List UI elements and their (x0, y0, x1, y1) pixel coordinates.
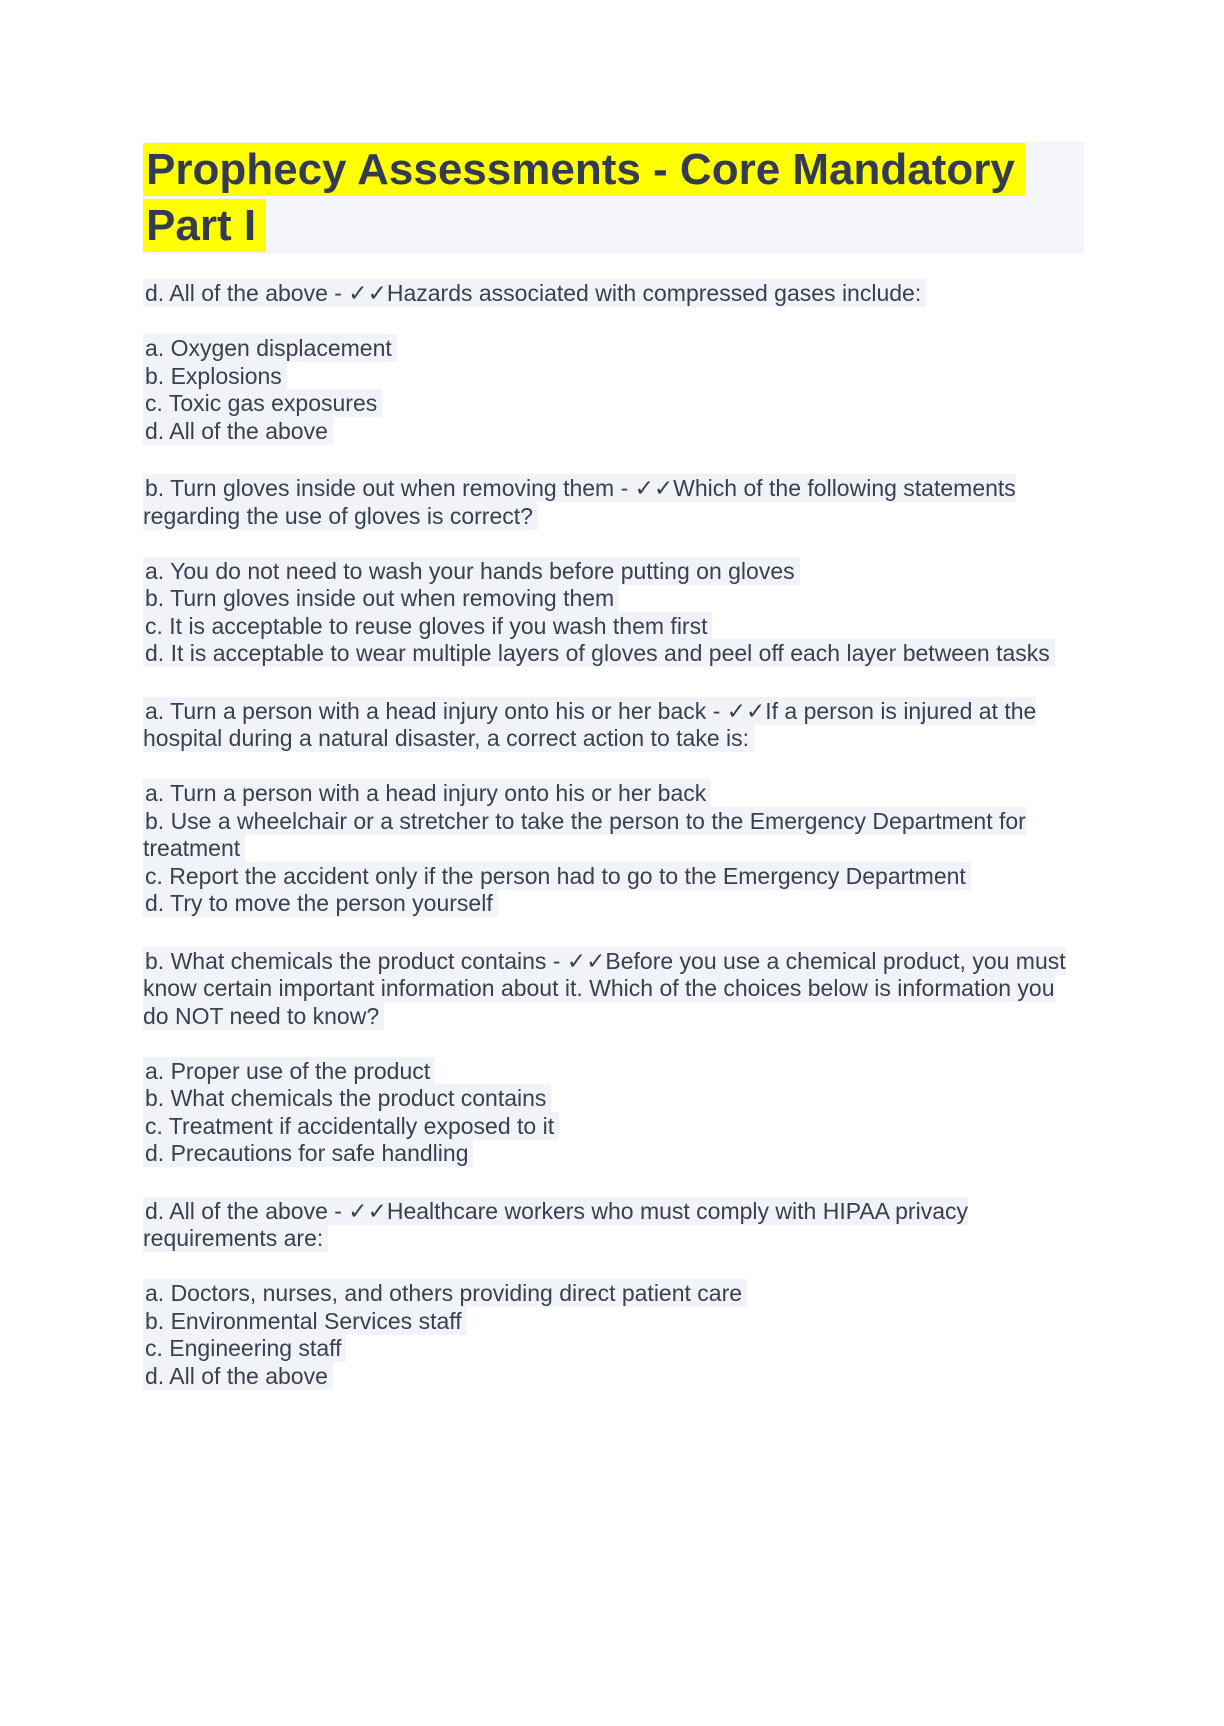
answer-option (143, 1308, 1081, 1336)
answer-option-text: a. You do not need to wash your hands before putting on gloves (143, 557, 800, 585)
answer-options (143, 1058, 1081, 1168)
answer-option (143, 780, 1081, 808)
answer-options (143, 780, 1081, 918)
question-answer-line (143, 280, 1081, 308)
qa-block (143, 948, 1081, 1168)
qa-block (143, 280, 1081, 445)
answer-option (143, 585, 1081, 613)
answer-option (143, 613, 1081, 641)
question-answer-line (143, 1198, 1081, 1253)
page-title-text: Prophecy Assessments - Core Mandatory Part I (143, 143, 1025, 252)
answer-option-text: c. Engineering staff (143, 1334, 346, 1362)
bottom-whitespace (0, 1390, 1224, 1540)
page-title (143, 142, 1084, 254)
question-answer-text: d. All of the above - ✓✓Hazards associated with compressed gases include: (143, 279, 926, 307)
qa-block (143, 1198, 1081, 1391)
answer-options (143, 1280, 1081, 1390)
answer-option-text: d. Precautions for safe handling (143, 1139, 473, 1167)
qa-list (143, 280, 1081, 1390)
answer-option-text: c. It is acceptable to reuse gloves if you wash them first (143, 612, 712, 640)
answer-option-text: c. Toxic gas exposures (143, 389, 382, 417)
answer-option (143, 1113, 1081, 1141)
answer-option (143, 363, 1081, 391)
answer-option-text: a. Doctors, nurses, and others providing direct patient care (143, 1279, 747, 1307)
question-answer-text: a. Turn a person with a head injury onto his or her back - ✓✓If a person is injured at the hospital during a natural disaster, a correct action to take is: (143, 697, 1037, 751)
answer-option-text: b. Environmental Services staff (143, 1307, 467, 1335)
answer-option (143, 558, 1081, 586)
answer-option-text: d. It is acceptable to wear multiple layers of gloves and peel off each layer between tasks (143, 639, 1055, 667)
answer-option-text: a. Turn a person with a head injury onto his or her back (143, 779, 711, 807)
answer-option-text: c. Treatment if accidentally exposed to it (143, 1112, 559, 1140)
answer-option (143, 1335, 1081, 1363)
answer-option-text: d. Try to move the person yourself (143, 889, 498, 917)
question-answer-text: b. Turn gloves inside out when removing them - ✓✓Which of the following statements regarding the use of gloves is correct? (143, 475, 1016, 529)
question-answer-line (143, 698, 1081, 753)
answer-option-text: a. Proper use of the product (143, 1057, 435, 1085)
answer-option (143, 335, 1081, 363)
answer-option-text: d. All of the above (143, 1362, 333, 1390)
qa-block (143, 698, 1081, 918)
answer-option (143, 808, 1081, 863)
answer-option (143, 1140, 1081, 1168)
question-answer-line (143, 475, 1081, 530)
qa-block (143, 475, 1081, 668)
answer-option-text: b. What chemicals the product contains (143, 1084, 551, 1112)
answer-option (143, 1085, 1081, 1113)
question-answer-text: d. All of the above - ✓✓Healthcare workers who must comply with HIPAA privacy requirements are: (143, 1197, 968, 1251)
answer-option-text: c. Report the accident only if the person had to go to the Emergency Department (143, 862, 971, 890)
answer-option (143, 1280, 1081, 1308)
answer-options (143, 335, 1081, 445)
answer-option-text: b. Use a wheelchair or a stretcher to take the person to the Emergency Department for treatment (143, 807, 1026, 861)
title-panel (143, 142, 1084, 254)
answer-option-text: a. Oxygen displacement (143, 334, 397, 362)
answer-option-text: d. All of the above (143, 417, 333, 445)
answer-option (143, 390, 1081, 418)
question-answer-line (143, 948, 1081, 1031)
answer-options (143, 558, 1081, 668)
answer-option (143, 890, 1081, 918)
answer-option-text: b. Explosions (143, 362, 287, 390)
answer-option (143, 418, 1081, 446)
answer-option-text: b. Turn gloves inside out when removing them (143, 584, 619, 612)
answer-option (143, 863, 1081, 891)
answer-option (143, 1363, 1081, 1391)
document-page (0, 142, 1224, 1726)
question-answer-text: b. What chemicals the product contains - ✓✓Before you use a chemical product, you must know certain important information about it. Which of the choices below is information you do NOT need to know? (143, 947, 1066, 1029)
answer-option (143, 1058, 1081, 1086)
answer-option (143, 640, 1081, 668)
